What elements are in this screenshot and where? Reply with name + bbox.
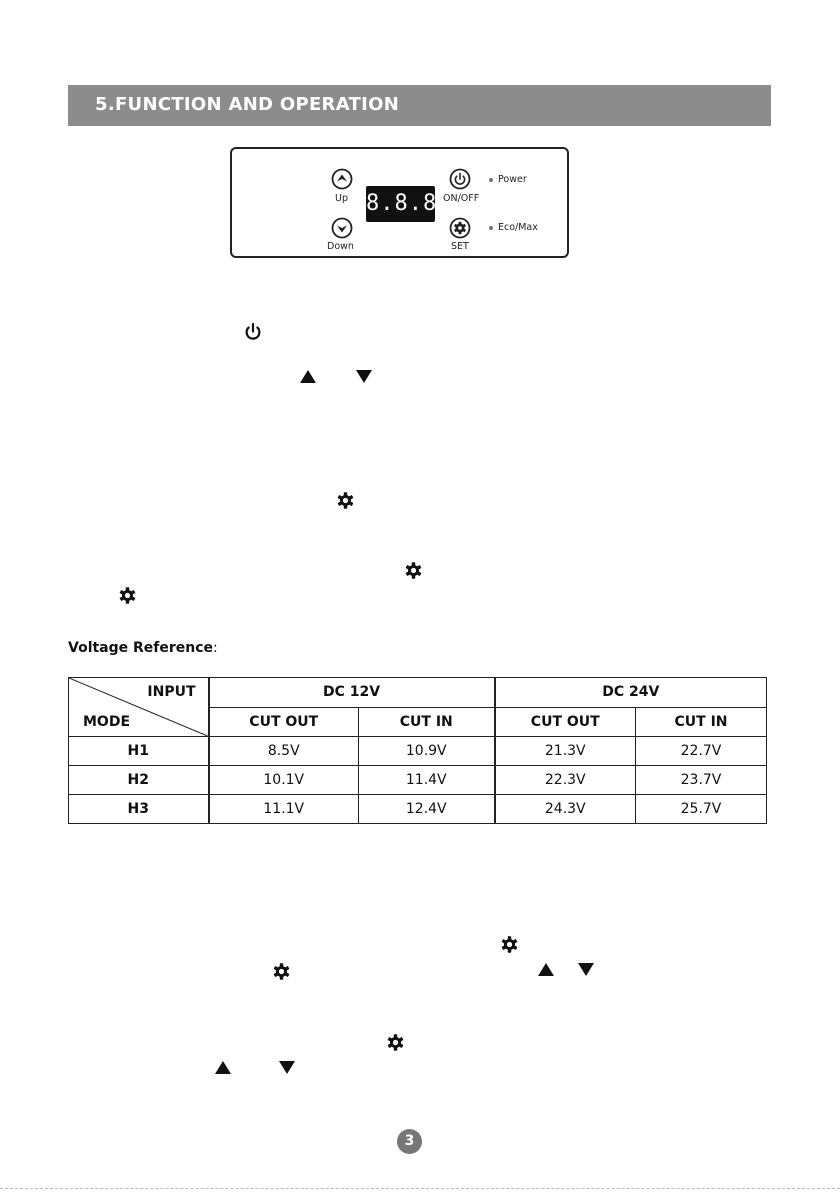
mode-cell: H3 [69, 795, 209, 824]
triangle-up-icon [537, 962, 555, 977]
up-button-icon [331, 168, 353, 190]
voltage-reference-table [68, 677, 767, 824]
table-row [69, 766, 767, 795]
value-cell: 10.9V [359, 737, 495, 766]
gear-icon [118, 586, 137, 605]
power-led [489, 178, 493, 182]
value-cell: 12.4V [359, 795, 495, 824]
corner-mode-label: MODE [83, 714, 131, 730]
voltage-reference-title: Voltage Reference [68, 640, 214, 656]
control-panel-illustration [230, 147, 569, 258]
set-label: SET [451, 241, 469, 252]
corner-input-label: INPUT [147, 684, 196, 700]
section-title: 5.FUNCTION AND OPERATION [95, 94, 400, 115]
table-corner-cell [69, 678, 209, 737]
triangle-up-icon [214, 1060, 232, 1075]
value-cell: 11.4V [359, 766, 495, 795]
value-cell: 25.7V [636, 795, 767, 824]
section-header [68, 85, 771, 126]
digital-display: 8.8.8. [366, 186, 435, 222]
value-cell: 22.7V [636, 737, 767, 766]
triangle-down-icon [577, 962, 595, 977]
down-label: Down [327, 241, 354, 252]
ecomax-led [489, 226, 493, 230]
value-cell: 22.3V [495, 766, 636, 795]
gear-icon [336, 491, 355, 510]
triangle-down-icon [278, 1060, 296, 1075]
subheader-cell: CUT IN [359, 707, 495, 737]
group-header-dc24: DC 24V [495, 678, 767, 708]
voltage-reference-heading [68, 640, 218, 656]
power-icon [244, 322, 262, 342]
subheader-cell: CUT OUT [209, 707, 359, 737]
group-header-dc12: DC 12V [209, 678, 495, 708]
value-cell: 24.3V [495, 795, 636, 824]
value-cell: 23.7V [636, 766, 767, 795]
power-button-icon [449, 168, 471, 190]
value-cell: 11.1V [209, 795, 359, 824]
subheader-cell: CUT OUT [495, 707, 636, 737]
table-row [69, 795, 767, 824]
ecomax-led-label: Eco/Max [498, 222, 538, 233]
gear-icon [404, 561, 423, 580]
gear-icon [386, 1033, 405, 1052]
page-number: 3 [397, 1129, 422, 1154]
onoff-label: ON/OFF [443, 193, 480, 204]
down-button-icon [331, 217, 353, 239]
bottom-rule [0, 1188, 840, 1189]
table-row [69, 737, 767, 766]
subheader-cell: CUT IN [636, 707, 767, 737]
up-label: Up [335, 193, 348, 204]
value-cell: 10.1V [209, 766, 359, 795]
triangle-down-icon [355, 369, 373, 384]
power-led-label: Power [498, 174, 527, 185]
gear-icon [272, 962, 291, 981]
value-cell: 8.5V [209, 737, 359, 766]
voltage-reference-colon: : [213, 640, 218, 656]
triangle-up-icon [299, 369, 317, 384]
value-cell: 21.3V [495, 737, 636, 766]
mode-cell: H1 [69, 737, 209, 766]
mode-cell: H2 [69, 766, 209, 795]
set-button-icon [449, 217, 471, 239]
gear-icon [500, 935, 519, 954]
